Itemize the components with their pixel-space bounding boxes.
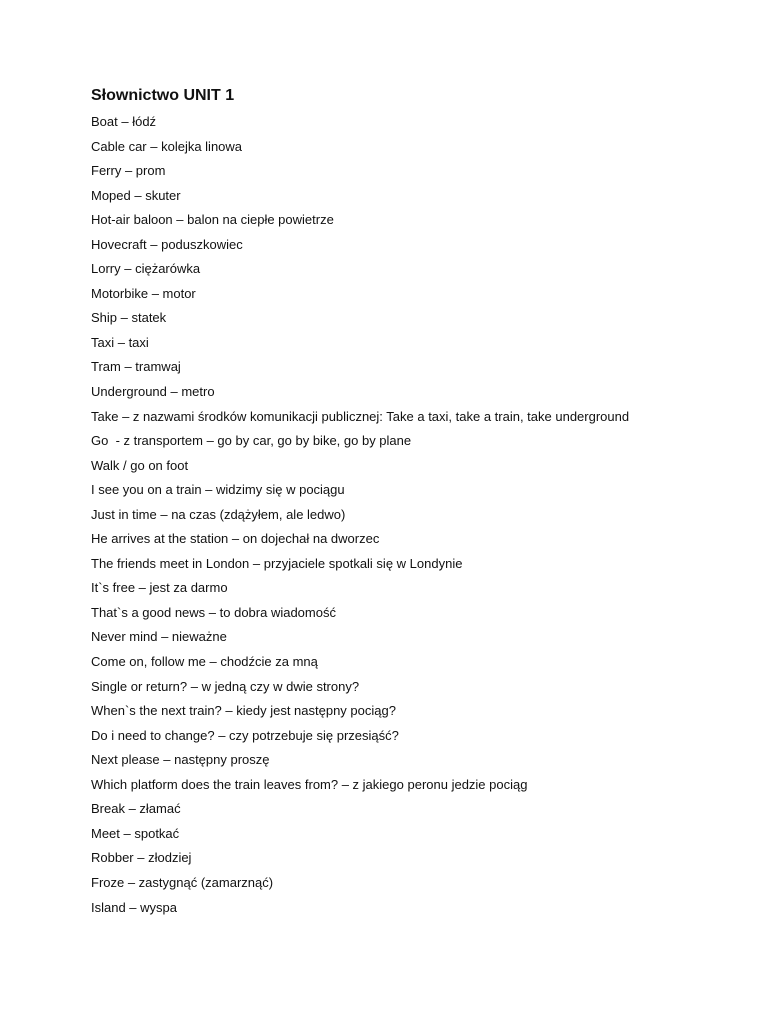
vocab-line: It`s free – jest za darmo [91,580,228,596]
vocab-line: Go - z transportem – go by car, go by bike, go by plane [91,433,412,449]
vocab-line: Take – z nazwami środków komunikacji publicznej: Take a taxi, take a train, take underground [91,408,630,424]
vocab-line: Break – złamać [91,801,181,817]
vocab-line: Which platform does the train leaves from? – z jakiego peronu jedzie pociąg [91,776,528,792]
vocab-line: He arrives at the station – on dojechał na dworzec [91,531,380,547]
vocab-line: When`s the next train? – kiedy jest następny pociąg? [91,703,396,719]
vocab-line: Underground – metro [91,384,215,400]
vocab-line: Robber – złodziej [91,850,192,866]
vocab-line: Ship – statek [91,310,167,326]
vocab-line: Tram – tramwaj [91,359,181,375]
vocab-line: Single or return? – w jedną czy w dwie strony? [91,678,360,694]
vocab-line: Come on, follow me – chodźcie za mną [91,654,318,670]
vocab-line: Walk / go on foot [91,457,189,473]
vocab-line: Just in time – na czas (zdążyłem, ale ledwo) [91,506,346,522]
vocab-line: Motorbike – motor [91,285,196,301]
document-page [91,86,731,924]
vocab-line: Froze – zastygnąć (zamarznąć) [91,874,274,890]
vocab-line: Ferry – prom [91,163,166,179]
vocab-line: Boat – łódź [91,114,157,129]
vocab-line: Island – wyspa [91,899,177,915]
vocab-line: Never mind – nieważne [91,629,227,645]
vocab-line: Hot-air baloon – balon na ciepłe powietrze [91,212,334,228]
vocab-line: Cable car – kolejka linowa [91,138,243,154]
vocab-line: Next please – następny proszę [91,752,270,768]
document-title: Słownictwo UNIT 1 [91,87,235,104]
vocab-line: Hovecraft – poduszkowiec [91,236,243,252]
vocab-line: Lorry – ciężarówka [91,261,201,277]
vocabulary-list [91,114,731,916]
vocab-line: Taxi – taxi [91,334,149,350]
vocab-line: Do i need to change? – czy potrzebuje się przesiąść? [91,727,399,743]
vocab-line: That`s a good news – to dobra wiadomość [91,604,336,620]
vocab-line: Meet – spotkać [91,825,180,841]
vocab-line: Moped – skuter [91,187,181,203]
vocab-line: I see you on a train – widzimy się w pociągu [91,482,345,498]
vocab-line: The friends meet in London – przyjaciele spotkali się w Londynie [91,555,463,571]
